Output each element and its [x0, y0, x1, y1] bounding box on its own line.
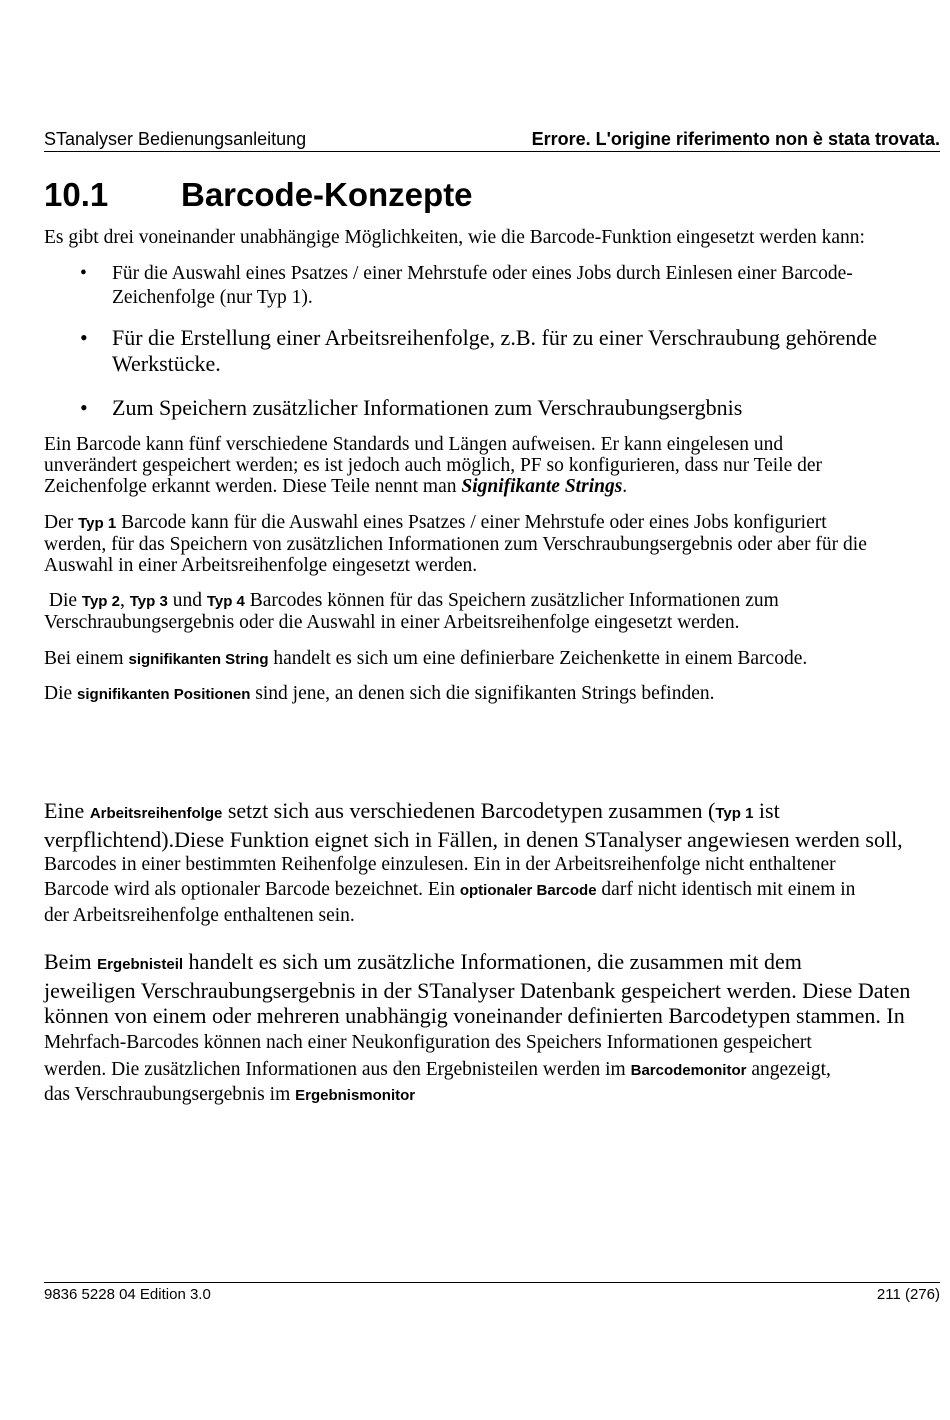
p2-line-1: [44, 512, 944, 534]
p3-text-b: Barcodes können für das Speichern zusätzlicher Informationen zum: [244, 590, 779, 611]
p7-line-6: [44, 1084, 944, 1106]
bullet-1-line-1: Für die Auswahl eines Psatzes / einer Mehrstufe oder eines Jobs durch Einlesen einer Barcode-: [112, 263, 853, 284]
bullet-item-1: [80, 262, 920, 310]
paragraph-arbeitsreihenfolge: [44, 798, 944, 928]
p6-line-1: [44, 798, 944, 827]
p6-line-2: verpflichtend).Diese Funktion eignet sich in Fällen, in denen STanalyser angewiesen werden soll,: [44, 826, 903, 852]
p3-sep-2: und: [167, 590, 207, 611]
p2-text-b: Barcode kann für die Auswahl eines Psatzes / einer Mehrstufe oder eines Jobs konfiguriert: [116, 512, 827, 533]
p6-line-5: der Arbeitsreihenfolge enthaltenen sein.: [44, 905, 355, 926]
p5-text-b: sind jene, an denen sich die signifikanten Strings befinden.: [250, 683, 715, 704]
p1-line-2: unverändert gespeichert werden; es ist jedoch auch möglich, PF so konfigurieren, dass nur Teile der: [44, 455, 823, 476]
bullet-1-line-2: Zeichenfolge (nur Typ 1).: [112, 287, 313, 308]
p3-line-2: Verschraubungsergebnis oder die Auswahl in einer Arbeitsreihenfolge eingesetzt werden.: [44, 612, 740, 633]
paragraph-barcode-standards: [44, 434, 944, 497]
keyword-typ1-required: Typ 1: [715, 805, 754, 822]
bullet-symbol: •: [80, 263, 87, 284]
p1-line-1: Ein Barcode kann fünf verschiedene Standards und Längen aufweisen. Er kann eingelesen und: [44, 434, 784, 455]
keyword-optionaler-barcode: optionaler Barcode: [459, 882, 597, 899]
p7-line-3: können von einem oder mehreren unabhängig voneinander definierten Barcodetypen stammen. In: [44, 1003, 905, 1028]
p2-line-2: werden, für das Speichern von zusätzlichen Informationen zum Verschraubungsergebnis oder aber für die: [44, 534, 867, 555]
bullet-item-3: [80, 395, 920, 421]
header-reference-error: Errore. L'origine riferimento non è stata trovata.: [531, 129, 940, 149]
p2-text-a: Der: [44, 512, 79, 533]
keyword-typ2: Typ 2: [81, 593, 120, 610]
footer-document-number: 9836 5228 04 Edition 3.0: [44, 1286, 211, 1303]
section-heading: [44, 176, 473, 214]
significant-strings-term: Signifikante Strings: [461, 476, 623, 497]
p1-line-3: [44, 476, 944, 497]
p7-line-5-a: werden. Die zusätzlichen Informationen aus den Ergebnisteilen werden im: [44, 1058, 631, 1080]
p7-line-6-a: das Verschraubungsergebnis im: [44, 1083, 296, 1105]
p6-line-3: Barcodes in einer bestimmten Reihenfolge einzulesen. Ein in der Arbeitsreihenfolge nicht enthaltener: [44, 854, 836, 875]
p7-line-5: [44, 1056, 944, 1084]
p1-line-3-text: Zeichenfolge erkannt werden. Diese Teile nennt man: [44, 476, 462, 497]
keyword-typ1: Typ 1: [78, 515, 117, 532]
page-footer: [44, 1282, 940, 1307]
p4-text-a: Bei einem: [44, 648, 129, 669]
footer-page-number: 211 (276): [876, 1286, 940, 1303]
paragraph-ergebnisteil: [44, 949, 944, 1106]
p7-line-1: [44, 949, 944, 978]
keyword-typ4: Typ 4: [206, 593, 245, 610]
p7-line-5-b: angezeigt,: [746, 1058, 831, 1080]
p6-line-4-b: darf nicht identisch mit einem in: [596, 879, 856, 900]
p7-text-b: handelt es sich um zusätzliche Informationen, die zusammen mit dem: [183, 949, 802, 974]
section-number: 10.1: [44, 176, 109, 213]
p2-line-3: Auswahl in einer Arbeitsreihenfolge eingesetzt werden.: [44, 555, 478, 576]
keyword-arbeitsreihenfolge: Arbeitsreihenfolge: [89, 805, 223, 822]
p6-text-c: ist: [753, 798, 780, 823]
p3-line-1: [44, 590, 944, 612]
paragraph-significant-string: [44, 648, 944, 670]
p7-line-4: Mehrfach-Barcodes können nach einer Neukonfiguration des Speichers Informationen gespeichert: [44, 1031, 812, 1053]
paragraph-significant-positions: [44, 683, 944, 705]
keyword-ergebnisteil: Ergebnisteil: [97, 956, 184, 973]
p6-line-4-a: Barcode wird als optionaler Barcode bezeichnet. Ein: [44, 879, 460, 900]
keyword-barcodemonitor: Barcodemonitor: [630, 1061, 747, 1079]
intro-paragraph: Es gibt drei voneinander unabhängige Möglichkeiten, wie die Barcode-Funktion eingesetzt werden kann:: [44, 227, 865, 248]
keyword-typ3: Typ 3: [129, 593, 168, 610]
header-manual-title: STanalyser Bedienungsanleitung: [44, 129, 307, 149]
p5-text-a: Die: [44, 683, 78, 704]
bullet-3-text: Zum Speichern zusätzlicher Informationen zum Verschraubungsergbnis: [112, 395, 743, 420]
p7-text-a: Beim: [44, 949, 98, 974]
keyword-signifikanten-string: signifikanten String: [128, 651, 269, 668]
p4-text-b: handelt es sich um eine definierbare Zeichenkette in einem Barcode.: [268, 648, 808, 669]
p3-sep-1: ,: [119, 590, 130, 611]
p3-text-a: Die: [44, 590, 82, 611]
section-title: Barcode-Konzepte: [181, 176, 473, 213]
bullet-2-line-2: Werkstücke.: [112, 350, 221, 376]
keyword-ergebnismonitor: Ergebnismonitor: [295, 1086, 416, 1104]
bullet-symbol: •: [80, 395, 88, 420]
bullet-item-2: [80, 325, 920, 376]
p6-line-4: [44, 877, 944, 903]
paragraph-typ1: [44, 512, 944, 576]
p6-text-b: setzt sich aus verschiedenen Barcodetypen zusammen (: [222, 798, 716, 823]
bullet-symbol: •: [80, 325, 88, 350]
keyword-signifikanten-positionen: signifikanten Positionen: [77, 686, 251, 703]
p7-line-2: jeweiligen Verschraubungsergebnis in der STanalyser Datenbank gespeichert werden. Diese Daten: [44, 977, 911, 1003]
p6-text-a: Eine: [44, 798, 90, 823]
page-header: [44, 127, 940, 152]
p1-line-3-end: .: [622, 476, 628, 497]
paragraph-typ2-4: [44, 590, 944, 633]
bullet-2-line-1: Für die Erstellung einer Arbeitsreihenfolge, z.B. für zu einer Verschraubung gehörende: [112, 325, 878, 350]
